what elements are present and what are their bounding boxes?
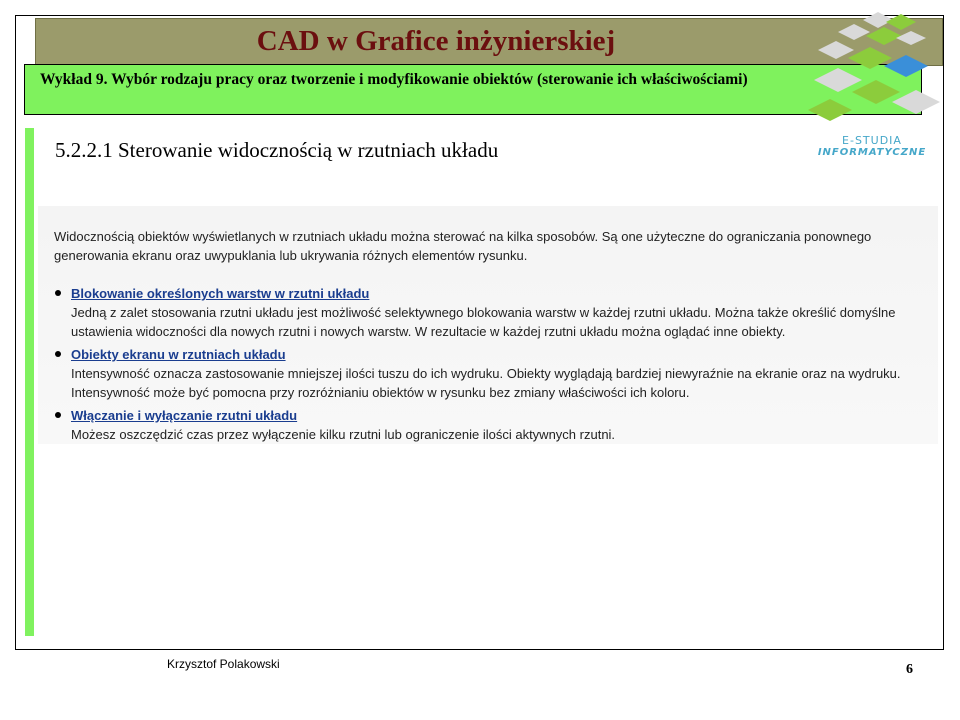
item-description: Możesz oszczędzić czas przez wyłączenie kilku rzutni lub ograniczenie ilości aktywnych rzutni. xyxy=(71,427,616,442)
logo-text xyxy=(812,134,932,158)
subtitle-bar xyxy=(24,64,922,115)
bullet-list xyxy=(54,284,929,448)
list-item xyxy=(54,406,929,444)
lecture-subtitle: Wykład 9. Wybór rodzaju pracy oraz tworzenie i modyfikowanie obiektów (sterowanie ich właściwościami) xyxy=(40,71,748,88)
intro-paragraph: Widocznością obiektów wyświetlanych w rzutniach układu można sterować na kilka sposobów. Są one użyteczne do ograniczania ponownego generowania ekranu oraz uwypuklania lub ukrywania różnych elementów rysunku. xyxy=(54,229,872,263)
item-description: Jedną z zalet stosowania rzutni układu jest możliwość selektywnego blokowania warstw w każdej rzutni układu. Można także określić domyślne ustawienia widoczności dla nowych rzutni i nowych warstw. W rezultacie w każdej rzutni układu można oglądać inne obiekty. xyxy=(71,305,896,339)
title-bar xyxy=(35,18,943,66)
list-item xyxy=(54,284,929,341)
logo-line2: INFORMATYCZNE xyxy=(817,147,927,158)
left-accent-bar xyxy=(25,128,34,636)
slide-title: CAD w Grafice inżynierskiej xyxy=(256,25,616,57)
bullet-icon xyxy=(55,351,61,357)
link-screen-objects[interactable]: Obiekty ekranu w rzutniach układu xyxy=(71,347,286,362)
section-heading: 5.2.2.1 Sterowanie widocznością w rzutniach układu xyxy=(55,138,499,162)
link-layer-freeze[interactable]: Blokowanie określonych warstw w rzutni układu xyxy=(71,286,370,301)
page-number: 6 xyxy=(906,662,913,677)
bullet-icon xyxy=(55,290,61,296)
footer-author: Krzysztof Polakowski xyxy=(167,657,280,671)
logo-tiles xyxy=(808,12,940,121)
bullet-icon xyxy=(55,412,61,418)
content-panel xyxy=(38,206,938,444)
list-item xyxy=(54,345,929,402)
logo-line1: E-STUDIA xyxy=(842,134,902,147)
item-description: Intensywność oznacza zastosowanie mniejszej ilości tuszu do ich wydruku. Obiekty wyglądają bardziej niewyraźnie na ekranie oraz na wydruku. Intensywność może być pomocna przy rozróżnianiu obiektów w rysunku bez zmiany właściwości ich koloru. xyxy=(71,366,901,400)
link-viewport-toggle[interactable]: Włączanie i wyłączanie rzutni układu xyxy=(71,408,298,423)
